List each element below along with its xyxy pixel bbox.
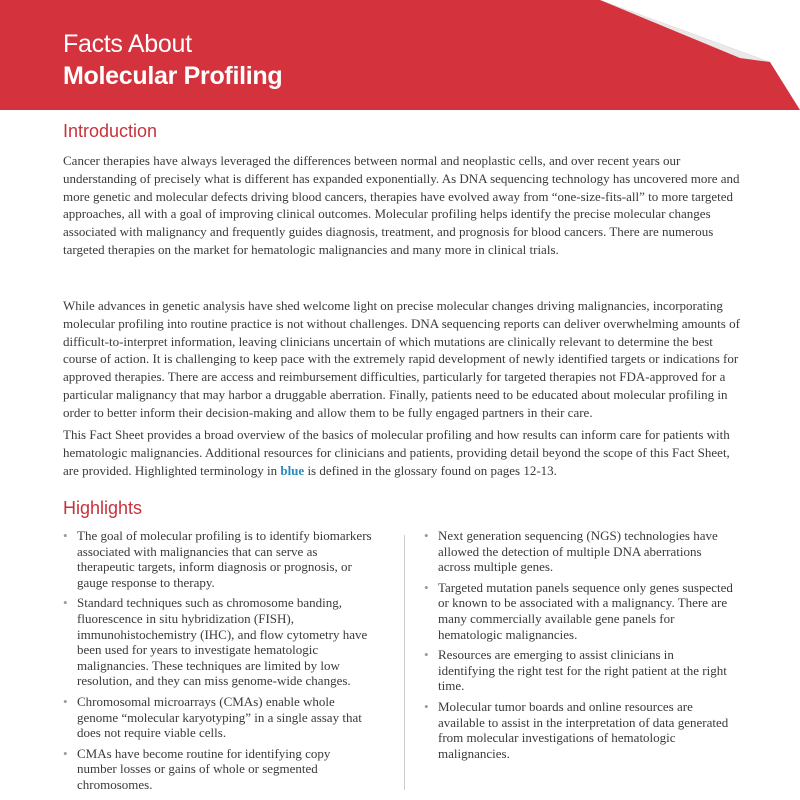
bullet-icon: • <box>63 528 68 543</box>
bullet-icon: • <box>63 745 68 761</box>
glossary-term-blue: blue <box>280 462 305 478</box>
highlights-heading: Highlights <box>63 498 143 518</box>
introduction-heading: Introduction <box>63 121 158 141</box>
bullet-icon: • <box>424 647 429 663</box>
list-item <box>63 746 373 793</box>
list-item <box>63 694 373 741</box>
title-banner <box>0 0 800 110</box>
paragraph-3-before: This Fact Sheet provides a broad overview of the basics of molecular profiling and how results can inform care for patients with hematologic malignancies. Additional resources for clinicians and patients, providing detail beyond the scope of this Fact Sheet, are provided. Highlighted terminology in <box>63 427 730 478</box>
bullet-icon: • <box>424 528 429 543</box>
introduction-paragraph-1 <box>63 152 743 259</box>
highlights-right-column <box>424 528 734 766</box>
list-item <box>63 595 373 689</box>
list-item <box>424 699 734 761</box>
list-item <box>424 647 734 694</box>
bullet-icon: • <box>424 698 429 714</box>
highlights-left-column <box>63 528 373 798</box>
bullet-icon: • <box>63 693 68 709</box>
introduction-paragraph-2 <box>63 297 743 422</box>
list-item-text: Targeted mutation panels sequence only genes suspected or known to be associated with a malignancy. There are many commercially available gene panels for hematologic malignancies. <box>438 579 733 642</box>
highlights-list-left <box>63 528 373 793</box>
list-item-text: Chromosomal microarrays (CMAs) enable whole genome “molecular karyotyping” in a single assay that does not require viable cells. <box>77 693 362 741</box>
paragraph-3-after: is defined in the glossary found on pages 12-13. <box>304 462 557 478</box>
title-line-1: Facts About <box>63 30 192 58</box>
paragraph-text: Cancer therapies have always leveraged the differences between normal and neoplastic cells, and over recent years our understanding of precisely what is different has expanded exponentially. As DNA sequencing technology has uncovered more and more genetic and molecular defects driving blood cancers, therapies have evolved away from “one-size-fits-all” to more targeted approaches, all with a goal of improving clinical outcomes. Molecular profiling helps identify the precise molecular changes associated with malignancy and frequently guides diagnosis, treatment, and prognosis for blood cancers. There are numerous targeted therapies on the market for hematologic malignancies and many more in clinical trials. <box>63 153 740 257</box>
paragraph-text: While advances in genetic analysis have shed welcome light on precise molecular changes driving malignancies, incorporating molecular profiling into routine practice is not without challenges. DNA sequencing reports can deliver overwhelming amounts of difficult-to-interpret information, leaving clinicians uncertain of which mutations are clinically relevant to determine the best course of action. It is challenging to keep pace with the extremely rapid development of newly identified targets or indications for approved therapies. There are access and reimbursement difficulties, particularly for targeted therapies not FDA-approved for a particular malignancy that may harbor a druggable aberration. Finally, patients need to be educated about molecular profiling in order to better inform their decision-making and allow them to be fully engaged partners in their care. <box>63 298 740 420</box>
list-item <box>424 580 734 642</box>
list-item-text: Standard techniques such as chromosome banding, fluorescence in situ hybridization (FISH), immunohistochemistry (IHC), and flow cytometry have been used for years to investigate hematologic malignancies. These techniques are limited by low resolution, and they can miss genome-wide changes. <box>77 595 368 689</box>
list-item <box>424 528 734 575</box>
paragraph-text <box>63 426 743 479</box>
list-item-text: Resources are emerging to assist clinicians in identifying the right test for the right patient at the right time. <box>438 647 727 694</box>
list-item-text: The goal of molecular profiling is to identify biomarkers associated with malignancies that can serve as therapeutic targets, inform diagnosis or prognosis, or gauge response to therapy. <box>77 528 372 590</box>
bullet-icon: • <box>63 595 68 611</box>
highlights-list-right <box>424 528 734 761</box>
title-line-2: Molecular Profiling <box>63 62 283 90</box>
column-divider <box>404 535 405 790</box>
list-item <box>63 528 373 590</box>
introduction-paragraph-3 <box>63 426 743 479</box>
list-item-text: Molecular tumor boards and online resources are available to assist in the interpretation of data generated from molecular investigations of hematologic malignancies. <box>438 698 729 761</box>
list-item-text: Next generation sequencing (NGS) technologies have allowed the detection of multiple DNA aberrations across multiple genes. <box>438 528 718 575</box>
bullet-icon: • <box>424 579 429 595</box>
list-item-text: CMAs have become routine for identifying copy number losses or gains of whole or segmented chromosomes. <box>77 745 331 792</box>
